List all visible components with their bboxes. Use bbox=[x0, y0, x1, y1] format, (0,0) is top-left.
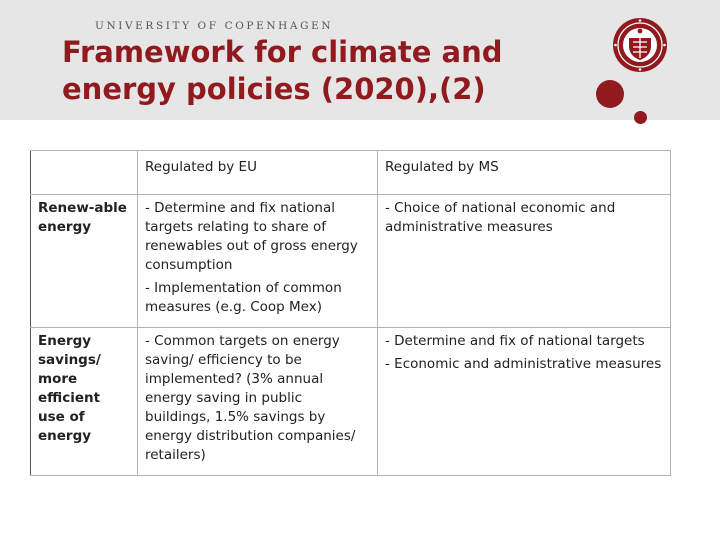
slide-title bbox=[62, 34, 582, 108]
cell-item: - Choice of national economic and administrative measures bbox=[385, 200, 616, 235]
cell-eu-renewable bbox=[138, 195, 378, 328]
decor-dot-large bbox=[596, 80, 624, 108]
decor-dot-small bbox=[634, 111, 647, 124]
header-cell-ms: Regulated by MS bbox=[378, 151, 671, 195]
university-seal-icon bbox=[611, 16, 669, 74]
header-cell-eu: Regulated by EU bbox=[138, 151, 378, 195]
table-row bbox=[31, 195, 671, 328]
row-label-energy-savings: Energy savings/ more efficient use of energy bbox=[31, 328, 138, 476]
university-name: UNIVERSITY OF COPENHAGEN bbox=[95, 20, 334, 32]
row-label-renewable: Renew-able energy bbox=[31, 195, 138, 328]
cell-item: - Determine and fix of national targets bbox=[385, 333, 645, 349]
cell-eu-energy-savings bbox=[138, 328, 378, 476]
table-row bbox=[31, 328, 671, 476]
cell-item: - Determine and fix national targets relating to share of renewables out of gross energy consumption bbox=[145, 200, 358, 273]
cell-item: - Implementation of common measures (e.g. Coop Mex) bbox=[145, 280, 342, 315]
title-line-2: energy policies (2020),(2) bbox=[62, 72, 486, 106]
cell-item: - Common targets on energy saving/ efficiency to be implemented? (3% annual energy saving in public buildings, 1.5% savings by energy distribution companies/ retailers) bbox=[145, 333, 356, 463]
title-line-1: Framework for climate and bbox=[62, 35, 503, 69]
cell-ms-energy-savings bbox=[378, 328, 671, 476]
header-band bbox=[0, 0, 720, 120]
cell-ms-renewable bbox=[378, 195, 671, 328]
policy-table bbox=[30, 150, 671, 476]
cell-item: - Economic and administrative measures bbox=[385, 356, 662, 372]
table-header-row bbox=[31, 151, 671, 195]
header-cell-empty bbox=[31, 151, 138, 195]
